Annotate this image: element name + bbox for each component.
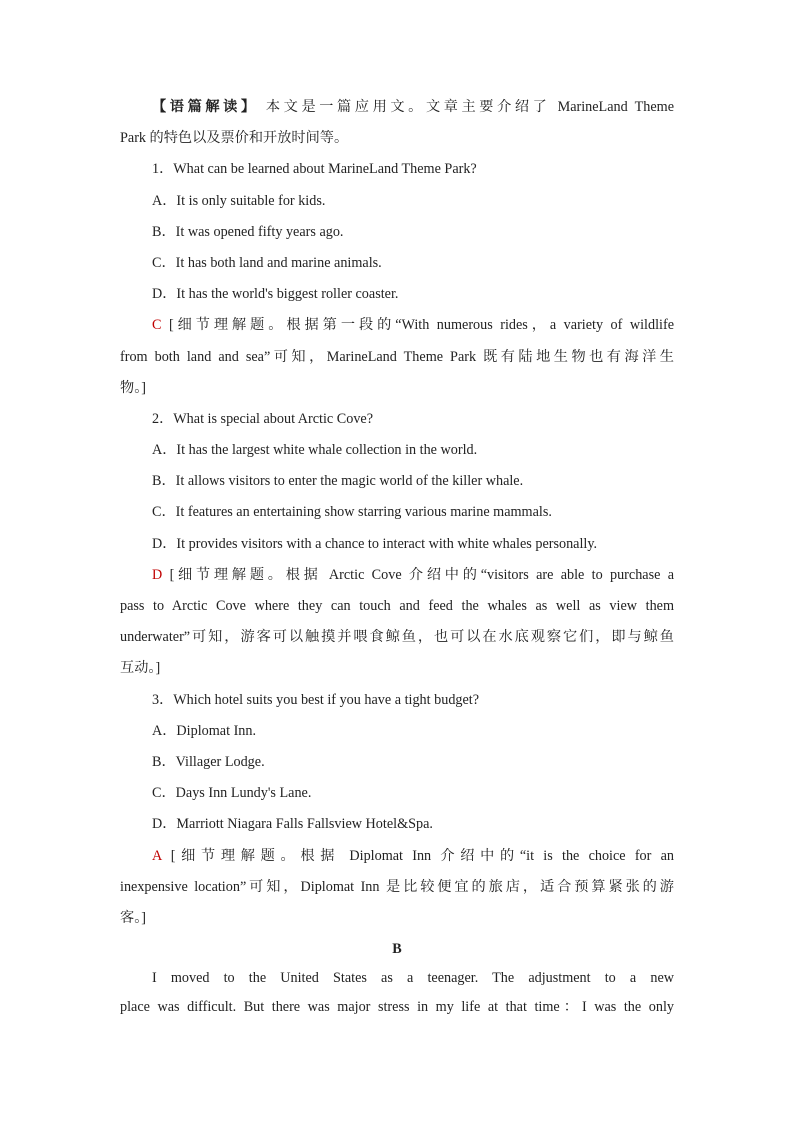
question-2-explanation-text: [细节理解题。根据 Arctic Cove 介绍中的“visitors are able to purchase a — [169, 566, 674, 583]
question-1-explanation-line-2: from both land and sea”可知，MarineLand Theme Park 既有陆地生物也有海洋生 — [120, 348, 674, 365]
question-1-explanation-text: [细节理解题。根据第一段的“With numerous rides，a variety of wildlife — [168, 317, 674, 334]
question-1-answer: C — [152, 317, 162, 334]
question-3-option-a: A．Diplomat Inn. — [152, 722, 257, 739]
question-3-option-d: D．Marriott Niagara Falls Fallsview Hotel&Spa. — [152, 816, 433, 833]
question-1-option-d: D．It has the world's biggest roller coaster. — [152, 286, 399, 303]
question-2-answer: D — [152, 566, 163, 583]
analysis-text: 本文是一篇应用文。文章主要介绍了 MarineLand Theme — [265, 99, 674, 115]
question-2-option-a: A．It has the largest white whale collection in the world. — [152, 442, 478, 459]
section-b-line-2: place was difficult. But there was major stress in my life at that time：I was the only — [120, 999, 674, 1016]
question-3-option-c: C．Days Inn Lundy's Lane. — [152, 785, 312, 802]
document-page — [120, 95, 674, 1024]
question-3-explanation-line-1 — [120, 844, 674, 875]
analysis-tag: 【语篇解读】 — [152, 99, 259, 115]
section-b-heading: B — [392, 941, 402, 958]
question-1-stem: 1．What can be learned about MarineLand Theme Park? — [152, 161, 477, 178]
question-2-explanation-line-1 — [120, 563, 674, 594]
question-2-explanation-line-2: pass to Arctic Cove where they can touch and feed the whales as well as view them — [120, 598, 674, 614]
question-3-answer: A — [152, 847, 162, 864]
question-2-explanation-line-3: underwater”可知，游客可以触摸并喂食鲸鱼，也可以在水底观察它们，即与鲸鱼 — [120, 629, 674, 646]
question-1-option-a: A．It is only suitable for kids. — [152, 192, 326, 209]
question-2-explanation-line-4: 互动。] — [120, 660, 161, 677]
question-2-option-c: C．It features an entertaining show starring various marine mammals. — [152, 504, 552, 521]
question-3-explanation-text: [细节理解题。根据 Diplomat Inn 介绍中的“it is the choice for an — [170, 847, 674, 864]
question-1-explanation-line-3: 物。] — [120, 379, 146, 396]
question-3-explanation-line-3: 客。] — [120, 909, 146, 926]
analysis-line-2: Park 的特色以及票价和开放时间等。 — [120, 130, 349, 147]
question-3-explanation-line-2: inexpensive location”可知，Diplomat Inn 是比较便宜的旅店，适合预算紧张的游 — [120, 878, 674, 895]
question-1-option-b: B．It was opened fifty years ago. — [152, 223, 344, 240]
question-1-option-c: C．It has both land and marine animals. — [152, 254, 382, 271]
section-b-line-1: I moved to the United States as a teenager. The adjustment to a new — [152, 970, 674, 987]
question-3-option-b: B．Villager Lodge. — [152, 753, 265, 770]
question-2-option-d: D．It provides visitors with a chance to interact with white whales personally. — [152, 535, 598, 552]
question-1-explanation-line-1 — [120, 313, 674, 344]
question-2-option-b: B．It allows visitors to enter the magic world of the killer whale. — [152, 473, 524, 490]
question-3-stem: 3．Which hotel suits you best if you have a tight budget? — [152, 691, 480, 708]
analysis-line-1 — [120, 95, 674, 126]
question-2-stem: 2．What is special about Arctic Cove? — [152, 410, 374, 427]
